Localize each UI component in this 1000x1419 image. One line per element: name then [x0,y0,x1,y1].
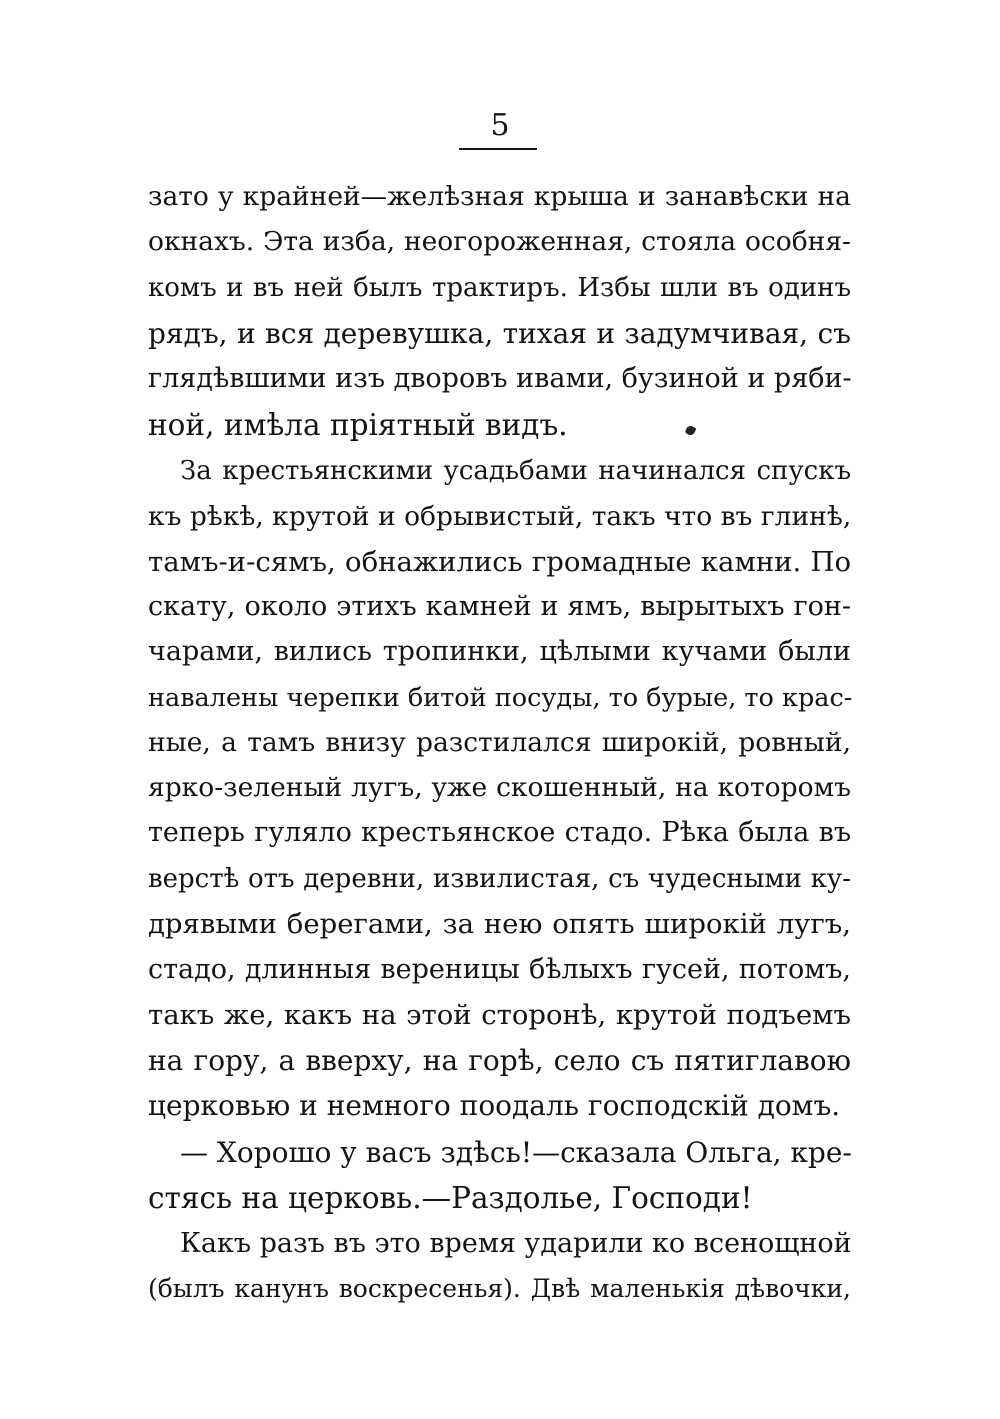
text-line: окнахъ. Эта изба, неогороженная, стояла особня- [148,226,851,257]
text-line: дрявыми берегами, за нею опять широкій лугъ, [148,908,851,940]
text-line: Какъ разъ въ это время ударили ко всенощной [180,1228,852,1259]
text-line: стясь на церковь.—Раздолье, Господи! [148,1181,753,1215]
page-number: 5 [490,108,510,143]
text-line: чарами, вились тропинки, цѣлыми кучами были [148,636,851,667]
text-line: ной, имѣла пріятный видъ. [148,408,568,442]
text-line: глядѣвшими изъ дворовъ ивами, бузиной и ряби- [148,363,852,394]
text-line: теперь гуляло крестьянское стадо. Рѣка была въ [148,817,851,848]
header-rule [459,148,537,150]
text-line: тамъ-и-сямъ, обнажились громадные камни. По [148,546,851,578]
text-line: церковью и немного поодаль господскій домъ. [148,1089,841,1122]
text-line: навалены черепки битой посуды, то бурые, то крас- [148,683,853,713]
text-line: комъ и въ ней былъ трактиръ. Избы шли въ одинъ [148,273,851,303]
text-line: верстѣ отъ деревни, извилистая, съ чудесными ку- [148,864,851,894]
text-line: (былъ канунъ воскресенья). Двѣ маленькія дѣвочки, [148,1274,851,1303]
text-line: къ рѣкѣ, крутой и обрывистый, такъ что въ глинѣ, [148,501,852,532]
text-line: стадо, длинныя вереницы бѣлыхъ гусей, потомъ, [148,954,851,985]
text-line: — Хорошо у васъ здѣсь!—сказала Ольга, кре- [180,1136,852,1169]
text-line: зато у крайней—желѣзная крыша и занавѣски на [148,181,851,212]
text-line: рядъ, и вся деревушка, тихая и задумчивая, съ [148,317,851,350]
text-line: скату, около этихъ камней и ямъ, вырытыхъ гон- [148,591,851,622]
text-line: на гору, а вверху, на горѣ, село съ пятиглавою [148,1044,851,1077]
text-line: ярко-зеленый лугъ, уже скошенный, на которомъ [148,772,851,803]
text-line: такъ же, какъ на этой сторонѣ, крутой подъемъ [148,999,851,1031]
text-line: ные, а тамъ внизу разстилался широкій, ровный, [148,727,851,758]
text-line: За крестьянскими усадьбами начинался спускъ [180,456,851,486]
